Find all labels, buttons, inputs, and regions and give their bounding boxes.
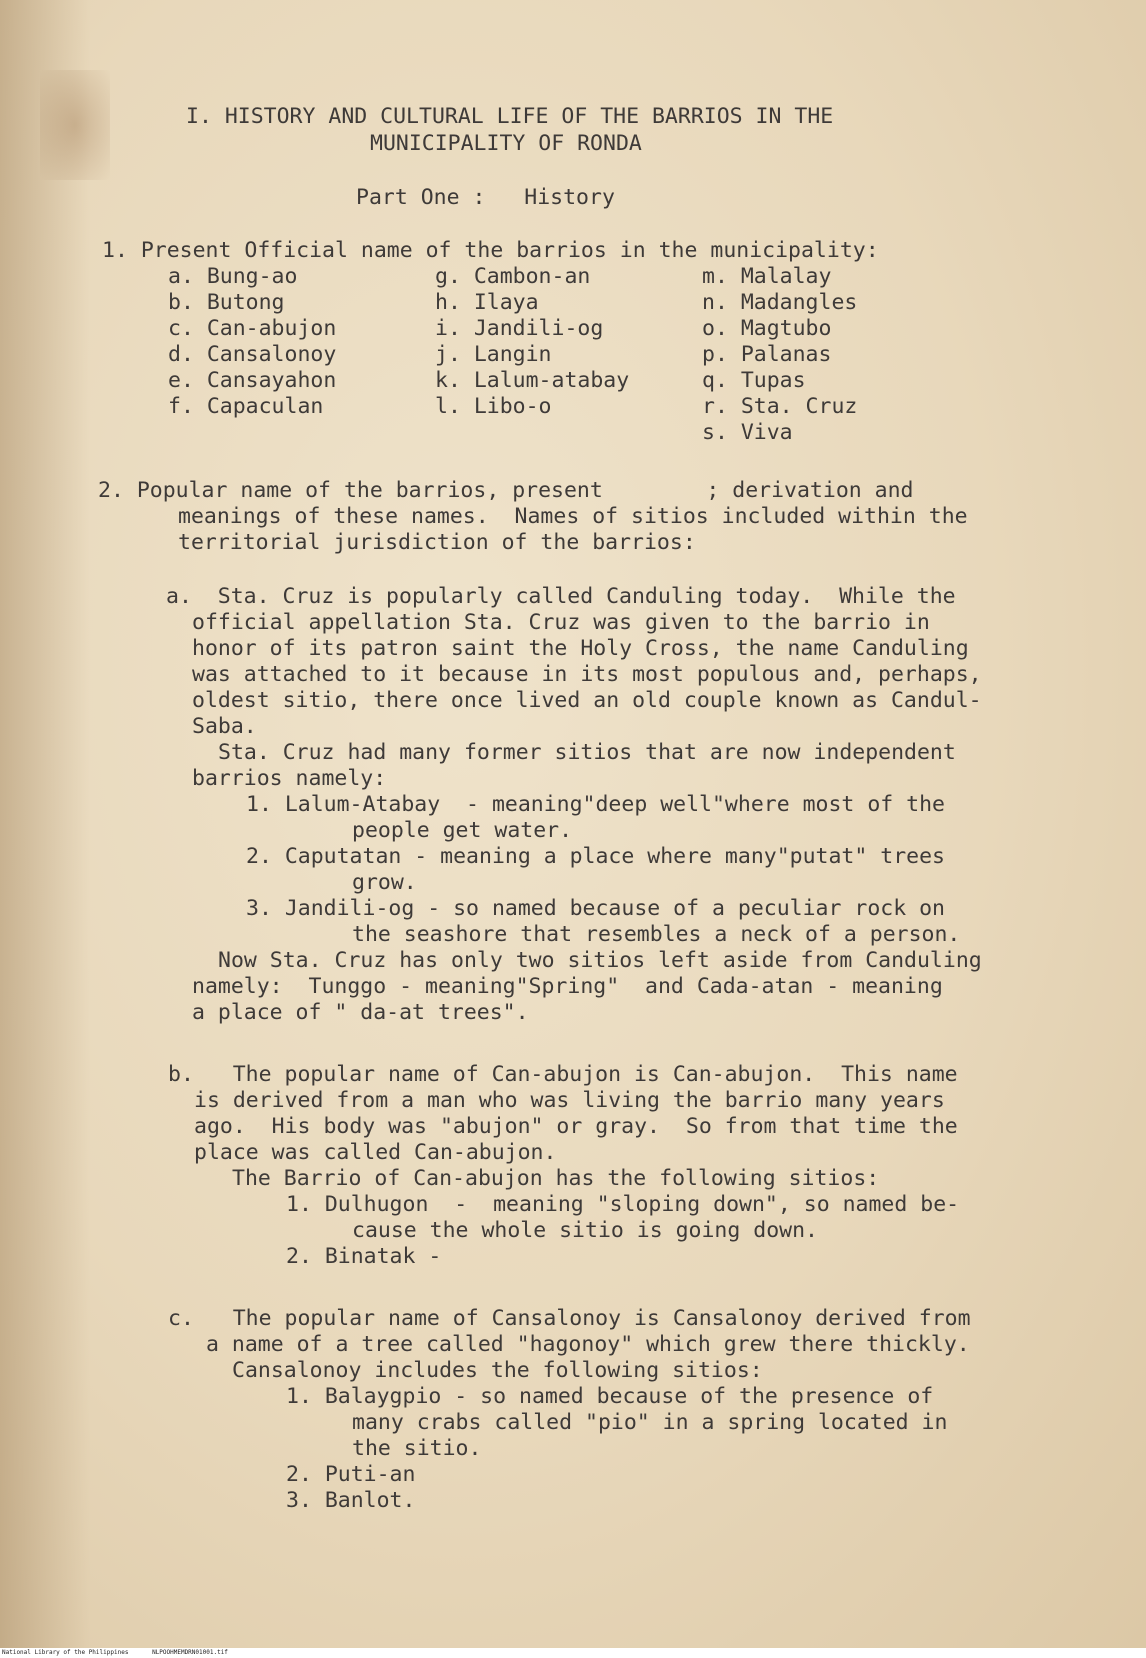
- item-a-line: honor of its patron saint the Holy Cross, the name Canduling: [192, 636, 969, 661]
- barrio-list-item: i. Jandili-og: [435, 316, 604, 341]
- item-a-line: grow.: [352, 870, 417, 895]
- title-line-1: I. HISTORY AND CULTURAL LIFE OF THE BARRIOS IN THE: [186, 104, 834, 129]
- barrio-list-item: d. Cansalonoy: [168, 342, 337, 367]
- barrio-list-item: h. Ilaya: [435, 290, 539, 315]
- paper-stain: [40, 70, 110, 180]
- barrio-list-item: m. Malalay: [702, 264, 832, 289]
- item-a-line: people get water.: [352, 818, 573, 843]
- item-c-line: 2. Puti-an: [286, 1462, 416, 1487]
- part-heading: Part One : History: [356, 185, 615, 210]
- item-c-line: many crabs called "pio" in a spring located in: [352, 1410, 948, 1435]
- item-c-line: 1. Balaygpio - so named because of the presence of: [286, 1384, 934, 1409]
- barrio-list-item: j. Langin: [435, 342, 552, 367]
- item-c-line: Cansalonoy includes the following sitios:: [232, 1358, 763, 1383]
- item-b-line: ago. His body was "abujon" or gray. So from that time the: [194, 1114, 958, 1139]
- item-a-line: the seashore that resembles a neck of a person.: [352, 922, 961, 947]
- item-a-line: Now Sta. Cruz has only two sitios left aside from Canduling: [218, 948, 982, 973]
- item-c-line: the sitio.: [352, 1436, 482, 1461]
- item-a-line: a place of " da-at trees".: [192, 1000, 529, 1025]
- item-b-line: place was called Can-abujon.: [194, 1140, 557, 1165]
- item-a-line: 2. Caputatan - meaning a place where many"putat" trees: [246, 844, 945, 869]
- item-a-line: was attached to it because in its most populous and, perhaps,: [192, 662, 982, 687]
- barrio-list-item: g. Cambon-an: [435, 264, 591, 289]
- barrio-list-item: c. Can-abujon: [168, 316, 337, 341]
- scan-footer: [0, 1648, 1146, 1658]
- item-a-line: barrios namely:: [192, 766, 387, 791]
- item-a-line: oldest sitio, there once lived an old couple known as Candul-: [192, 688, 982, 713]
- barrio-list-item: k. Lalum-atabay: [435, 368, 630, 393]
- section-2-heading: territorial jurisdiction of the barrios:: [178, 530, 696, 555]
- title-line-2: MUNICIPALITY OF RONDA: [370, 131, 642, 156]
- barrio-list-item: a. Bung-ao: [168, 264, 298, 289]
- item-a-line: Saba.: [192, 714, 257, 739]
- item-b-line: The Barrio of Can-abujon has the following sitios:: [232, 1166, 880, 1191]
- footer-source: National Library of the Philippines: [2, 1649, 129, 1656]
- item-b-line: is derived from a man who was living the barrio many years: [194, 1088, 945, 1113]
- footer-filename: NLPOOHMEMDRN01001.tif: [152, 1649, 228, 1656]
- item-a-line: 1. Lalum-Atabay - meaning"deep well"where most of the: [246, 792, 945, 817]
- item-a-line: Sta. Cruz had many former sitios that are now independent: [218, 740, 956, 765]
- item-a-line: 3. Jandili-og - so named because of a peculiar rock on: [246, 896, 945, 921]
- barrio-list-item: e. Cansayahon: [168, 368, 337, 393]
- item-b-line: b. The popular name of Can-abujon is Can-abujon. This name: [168, 1062, 958, 1087]
- barrio-list-item: q. Tupas: [702, 368, 806, 393]
- section-2-heading: meanings of these names. Names of sitios included within the: [178, 504, 968, 529]
- barrio-list-item: r. Sta. Cruz: [702, 394, 858, 419]
- item-a-line: namely: Tunggo - meaning"Spring" and Cada-atan - meaning: [192, 974, 943, 999]
- item-c-line: 3. Banlot.: [286, 1488, 416, 1513]
- barrio-list-item: s. Viva: [702, 420, 793, 445]
- barrio-list-item: l. Libo-o: [435, 394, 552, 419]
- item-b-line: 1. Dulhugon - meaning "sloping down", so named be-: [286, 1192, 960, 1217]
- barrio-list-item: o. Magtubo: [702, 316, 832, 341]
- barrio-list-item: f. Capaculan: [168, 394, 324, 419]
- barrio-list-item: n. Madangles: [702, 290, 858, 315]
- item-b-line: cause the whole sitio is going down.: [352, 1218, 818, 1243]
- item-a-line: official appellation Sta. Cruz was given to the barrio in: [192, 610, 930, 635]
- section-1-heading: 1. Present Official name of the barrios in the municipality:: [102, 238, 879, 263]
- item-b-line: 2. Binatak -: [286, 1244, 442, 1269]
- page-edge-shadow: [0, 0, 90, 1648]
- item-c-line: a name of a tree called "hagonoy" which grew there thickly.: [206, 1332, 970, 1357]
- barrio-list-item: b. Butong: [168, 290, 285, 315]
- item-c-line: c. The popular name of Cansalonoy is Cansalonoy derived from: [168, 1306, 971, 1331]
- barrio-list-item: p. Palanas: [702, 342, 832, 367]
- section-2-heading: 2. Popular name of the barrios, present ; derivation and: [98, 478, 914, 503]
- item-a-line: a. Sta. Cruz is popularly called Canduling today. While the: [166, 584, 956, 609]
